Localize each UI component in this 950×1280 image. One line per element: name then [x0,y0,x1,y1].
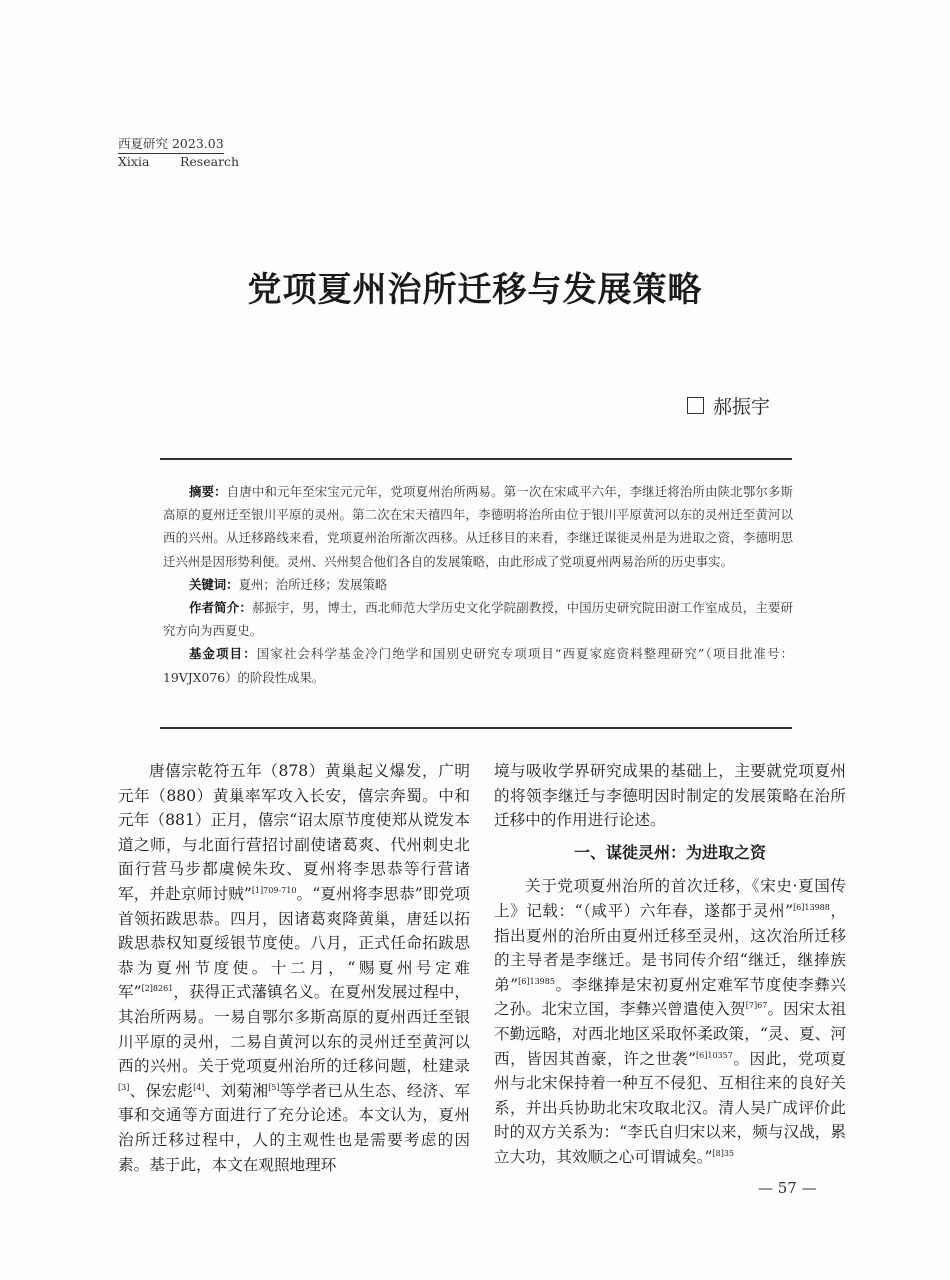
abstract-fund [163,642,793,688]
journal-name-en-1: Xixia [118,154,150,169]
citation: [1]709-710 [251,885,297,895]
body-left-column [118,759,470,1177]
body-text: 。因宋太祖不勤远略，对西北地区采取怀柔政策，“灵、夏、河西，皆因其酋豪，许之世袭” [494,1000,846,1068]
bio-label: 作者简介： [189,600,252,616]
abstract-top-rule [160,458,792,460]
body-text: 、保宏彪 [129,1081,194,1100]
citation: [2]8261 [141,984,174,994]
summary-label: 摘要： [189,484,227,499]
keywords-text: 夏州；治所迁移；发展策略 [238,576,388,592]
body-text: 。“夏州将李思恭”即党项首领拓跋思恭。四月，因诸葛爽降黄巢，唐廷以拓跋思恭权知夏绥银节度使。八月，正式任命拓跋思恭为夏州节度使。十二月，“赐夏州号定难军” [118,884,470,1002]
journal-name-en [118,154,239,170]
body-text: 。因此，党项夏州与北宋保持着一种互不侵犯、互相往来的良好关系，并出兵协助北宋攻取北汉。清人吴广成评价此时的双方关系为：“李氏自归宋以来，频与汉战，累立大功，其效顺之心可谓诚矣。” [494,1049,846,1166]
abstract-bio [163,596,793,642]
abstract-bottom-rule [160,727,792,729]
author-box-icon [687,397,704,414]
body-text: ，指出夏州的治所由夏州迁移至灵州，这次治所迁移的主导者是李继迁。是书同传介绍“继迁，继捧族弟” [494,901,846,994]
abstract-summary [163,480,793,573]
citation: [6]10357 [696,1050,733,1060]
abstract-keywords [163,573,793,596]
body-right-column [494,759,846,1170]
body-text: 关于党项夏州治所的首次迁移，《宋史·夏国传上》记载：“（咸平）六年春，遂都于灵州” [494,877,846,920]
keywords-label: 关键词： [189,576,239,592]
citation: [8]35 [712,1148,735,1158]
author-name: 郝振宇 [713,396,771,418]
citation: [5] [268,1082,280,1092]
summary-text: 自唐中和元年至宋宝元元年，党项夏州治所两易。第一次在宋咸平六年，李继迁将治所由陕北鄂尔多斯高原的夏州迁至银川平原的灵州。第二次在宋天禧四年，李德明将治所由位于银川平原黄河以东的灵州迁至黄河以西的兴州。从迁移路线来看，党项夏州治所渐次西移。从迁移目的来看，李继迁谋徙灵州是为进取之资，李德明思迁兴州是因形势利便。灵州、兴州契合他们各自的发展策略，由此形成了党项夏州两易治所的历史事实。 [163,484,794,569]
citation: [6]13988 [793,902,830,912]
section-heading: 一、谋徙灵州：为进取之资 [573,842,766,862]
citation: [4] [193,1082,205,1092]
abstract-block [163,480,793,689]
citation: [3] [118,1082,130,1092]
journal-name-en-2: Research [180,154,240,169]
body-paragraph [118,759,470,1177]
citation: [6]13985 [518,976,555,986]
journal-name-cn: 西夏研究 2023.03 [118,136,224,154]
fund-label: 基金项目： [189,646,257,662]
page-number: — 57 — [758,1179,817,1197]
body-paragraph [494,874,846,1169]
body-text: 唐僖宗乾符五年（878）黄巢起义爆发，广明元年（880）黄巢率军攻入长安，僖宗奔蜀。中和元年（881）正月，僖宗“诏太原节度使郑从谠发本道之师，与北面行营招讨副使诸葛爽、代州刺史北面行营马步都虞候朱玫、夏州将李思恭等行营诸军，并赴京师讨贼” [118,762,470,903]
fund-text: 国家社会科学基金冷门绝学和国别史研究专项项目“西夏家庭资料整理研究”（项目批准号：19VJX076）的阶段性成果。 [163,646,794,685]
citation: [7]67 [745,1001,768,1011]
bio-text: 郝振宇，男，博士，西北师范大学历史文化学院副教授，中国历史研究院田澍工作室成员，主要研究方向为西夏史。 [163,600,793,639]
body-text: 等学者已从生态、经济、军事和交通等方面进行了充分论述。本文认为，夏州治所迁移过程中，人的主观性也是需要考虑的因素。基于此，本文在观照地理环 [118,1081,470,1174]
body-text: ，获得正式藩镇名义。在夏州发展过程中，其治所两易。一易自鄂尔多斯高原的夏州西迁至银川平原的灵州，二易自黄河以东的灵州迁至黄河以西的兴州。关于党项夏州治所的迁移问题，杜建录 [118,983,470,1076]
article-title: 党项夏州治所迁移与发展策略 [247,270,703,310]
body-paragraph: 境与吸收学界研究成果的基础上，主要就党项夏州的将领李继迁与李德明因时制定的发展策略在治所迁移中的作用进行论述。 [494,762,846,830]
journal-header [118,136,239,170]
body-text: 、刘菊湘 [204,1081,269,1100]
body-text: 。李继捧是宋初夏州定难军节度使李彝兴之孙。北宋立国，李彝兴曾遣使入贺 [494,975,846,1019]
author-line [687,392,770,419]
